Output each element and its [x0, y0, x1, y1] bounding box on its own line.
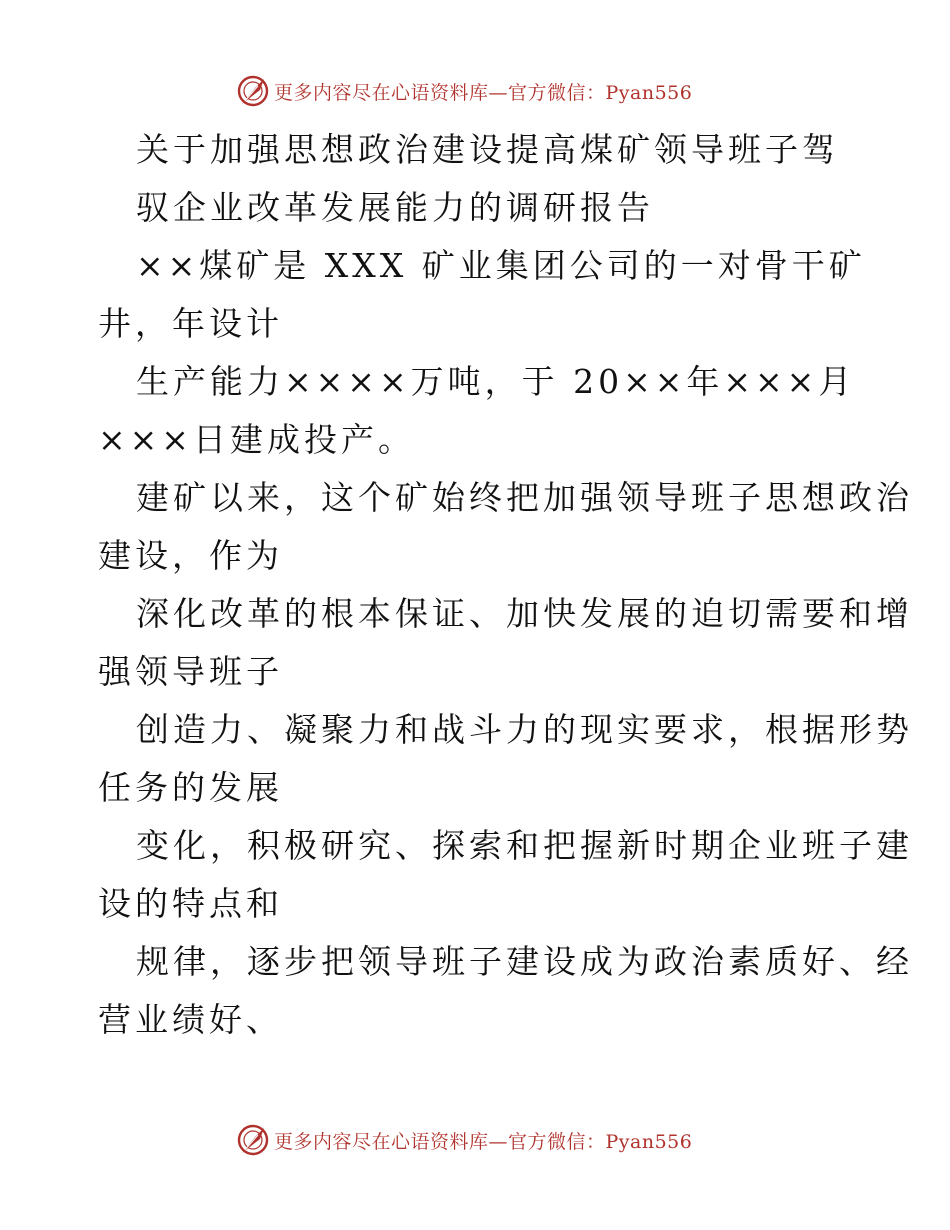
paragraph-line: 强领导班子: [98, 652, 283, 691]
document-body: [98, 121, 913, 1049]
paragraph-line: 建设，作为: [98, 536, 283, 575]
document-title-line: 关于加强思想政治建设提高煤矿领导班子驾: [136, 130, 839, 169]
paragraph-line: ×××日建成投产。: [98, 420, 415, 459]
paragraph-line: 创造力、凝聚力和战斗力的现实要求，根据形势: [136, 710, 913, 749]
paragraph-line: ××煤矿是 XXX 矿业集团公司的一对骨干矿: [136, 246, 866, 285]
paragraph-line: 深化改革的根本保证、加快发展的迫切需要和增: [136, 594, 913, 633]
footer-watermark: [236, 1123, 692, 1157]
paragraph-line: 建矿以来，这个矿始终把加强领导班子思想政治: [136, 478, 913, 517]
paragraph-line: 任务的发展: [98, 768, 283, 807]
quill-logo-icon: [236, 1123, 270, 1157]
document-title-line: 驭企业改革发展能力的调研报告: [136, 188, 654, 227]
quill-logo-icon: [236, 74, 270, 108]
paragraph-line: 变化，积极研究、探索和把握新时期企业班子建: [136, 826, 913, 865]
paragraph-line: 规律，逐步把领导班子建设成为政治素质好、经: [136, 942, 913, 981]
paragraph-line: 生产能力××××万吨，于 20××年×××月: [136, 362, 856, 401]
paragraph-line: 设的特点和: [98, 884, 283, 923]
paragraph-line: 营业绩好、: [98, 1000, 283, 1039]
watermark-text: 更多内容尽在心语资料库—官方微信：Pyan556: [274, 1130, 693, 1153]
watermark-text: 更多内容尽在心语资料库—官方微信：Pyan556: [274, 81, 693, 104]
header-watermark: [236, 74, 692, 108]
paragraph-line: 井，年设计: [98, 304, 283, 343]
